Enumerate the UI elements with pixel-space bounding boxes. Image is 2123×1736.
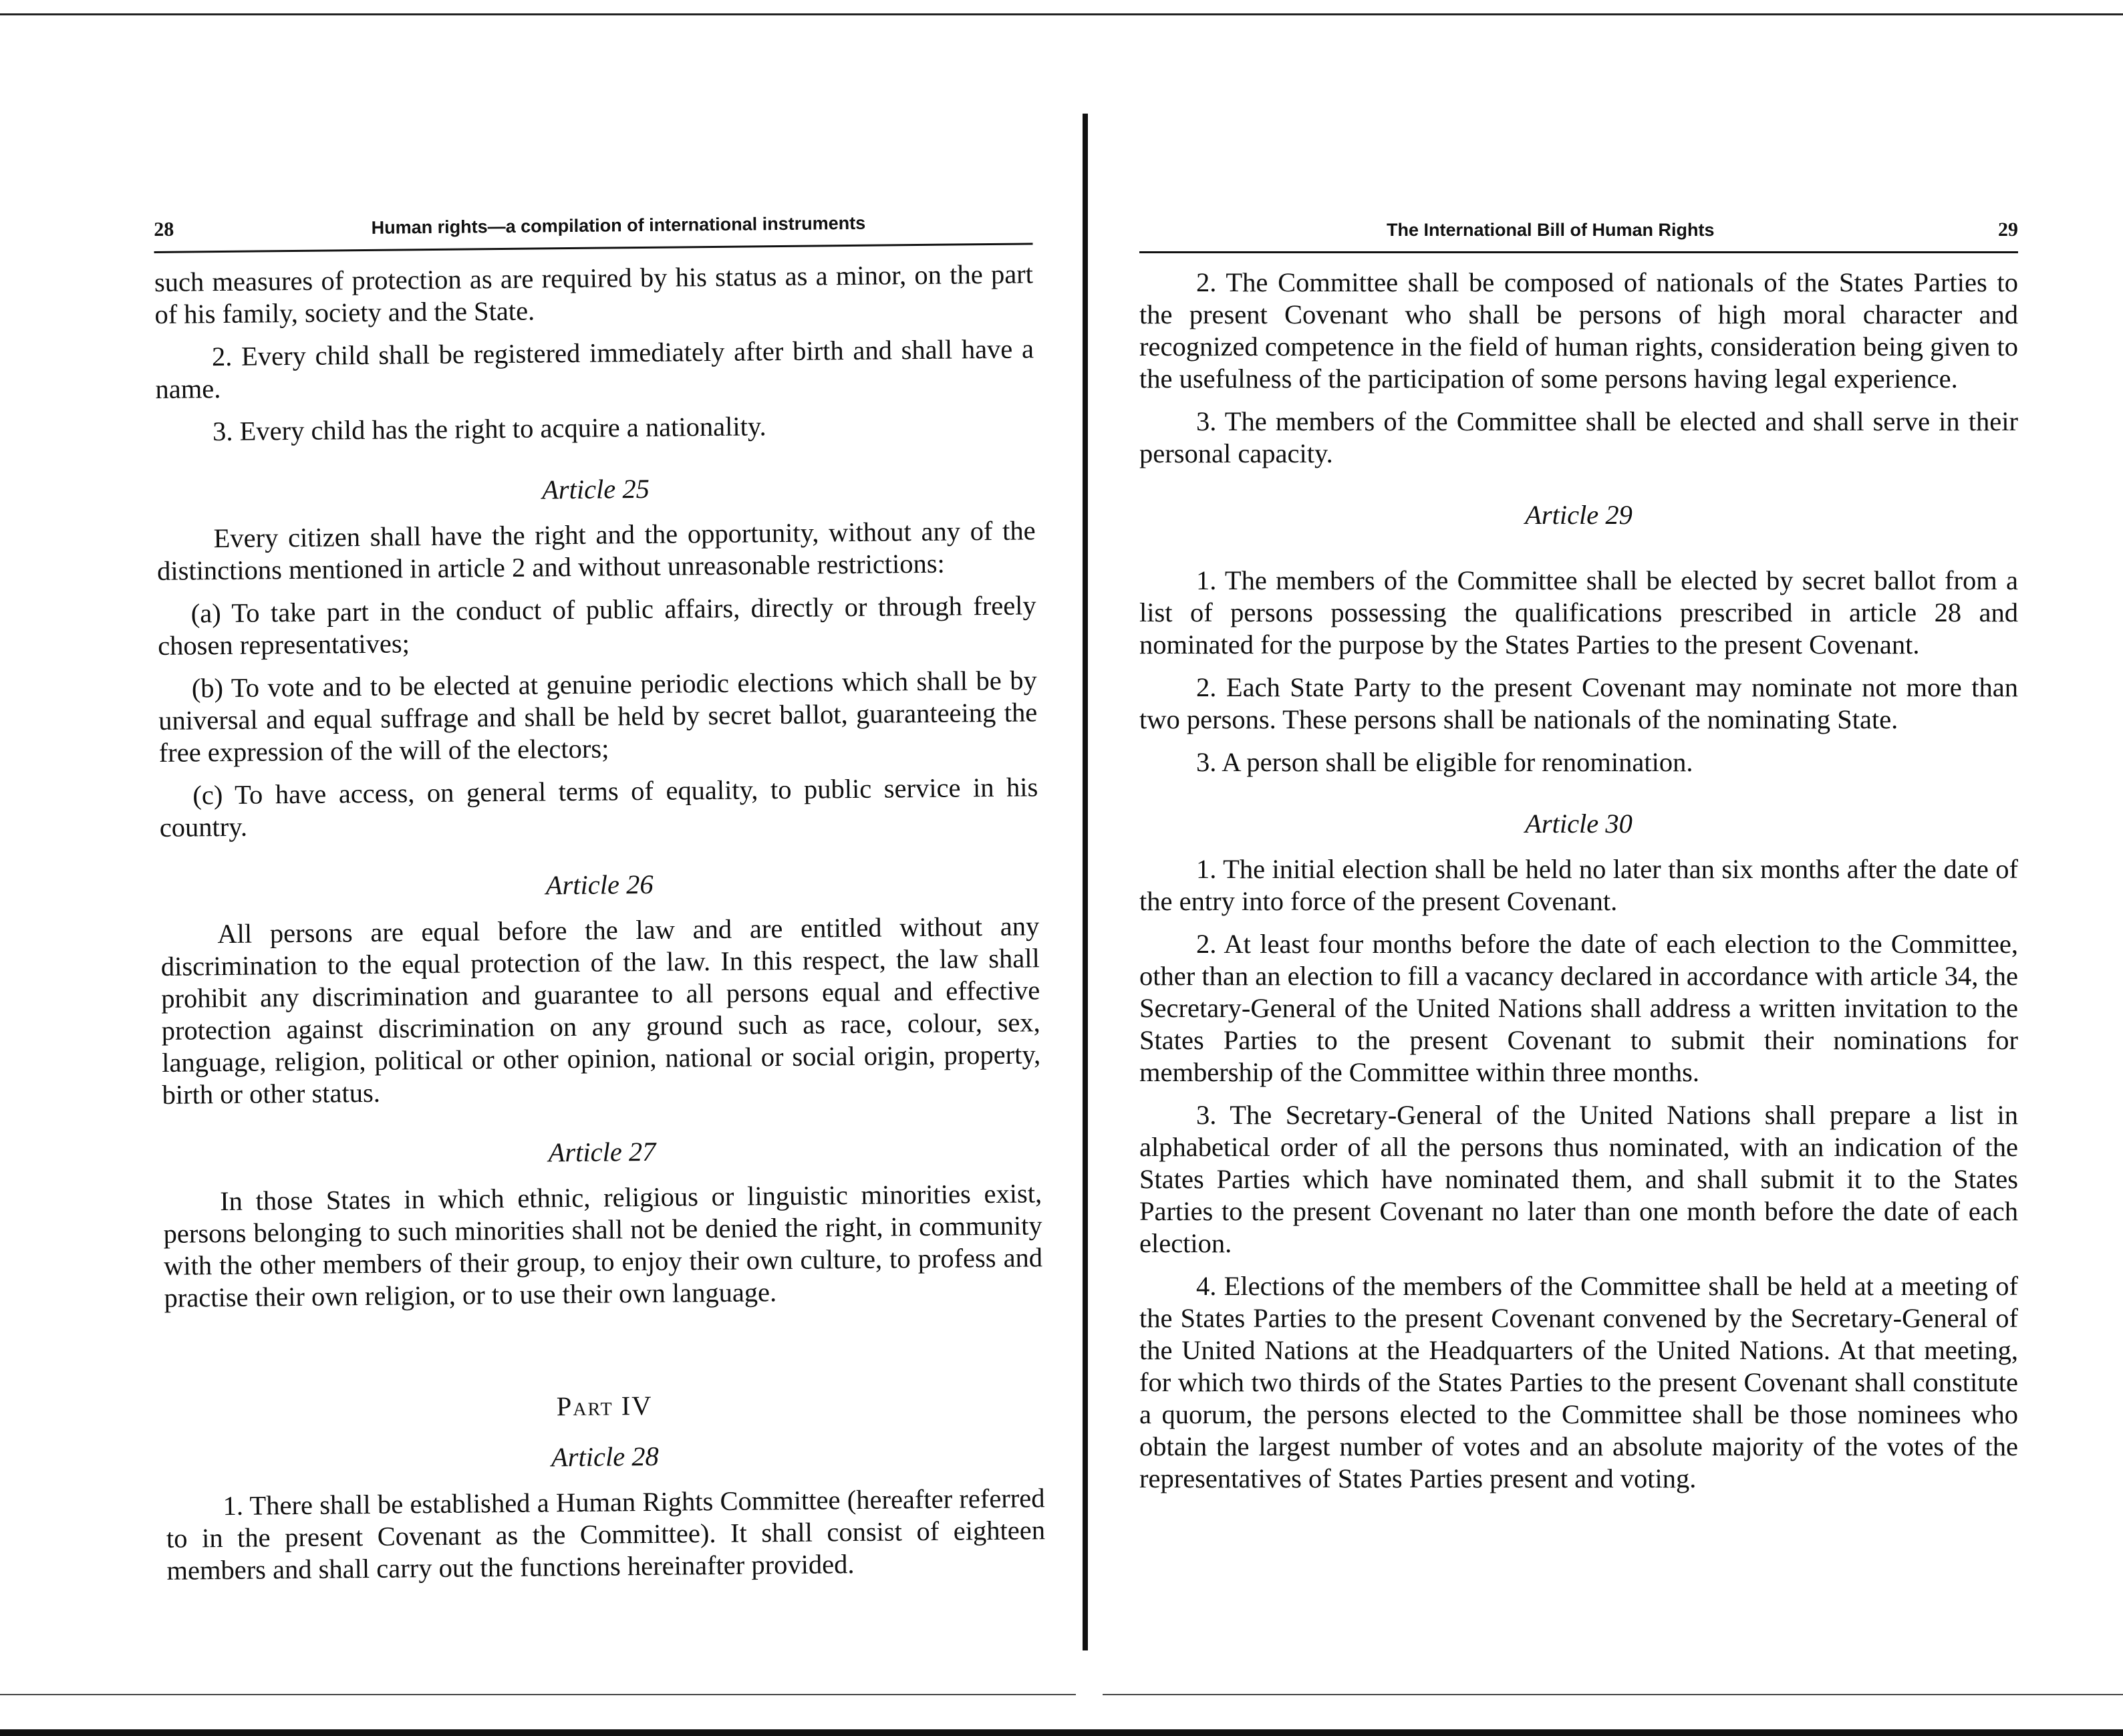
part-heading: Part IV bbox=[556, 1390, 653, 1422]
paragraph: 2. Every child shall be registered immediately after birth and shall have a name. bbox=[155, 333, 1034, 404]
right-running-head bbox=[1139, 214, 2018, 253]
paragraph: Every citizen shall have the right and the opportunity, without any of the distinctions mentioned in article 2 and without unreasonable restrictions: bbox=[156, 515, 1036, 586]
right-page bbox=[1139, 214, 2018, 1505]
page-number: 29 bbox=[1998, 219, 2018, 241]
article-heading: Article 29 bbox=[1525, 500, 1633, 530]
left-page bbox=[154, 205, 1046, 1598]
running-title: Human rights—a compilation of international instruments bbox=[371, 212, 866, 238]
article-heading: Article 25 bbox=[541, 473, 650, 505]
paragraph: 3. The Secretary-General of the United Nations shall prepare a list in alphabetical order of all the persons thus nominated, with an indication of the States Parties which have nominated them, and shall submit it to the States Parties to the present Covenant no later than one month before the date of each election. bbox=[1139, 1100, 2018, 1258]
page-number: 28 bbox=[154, 218, 174, 241]
paragraph: In those States in which ethnic, religious or linguistic minorities exist, persons belonging to such minorities shall not be denied the right, in community with the other members of their group, to enjoy their own culture, to profess and practise their own religion, or to use their own language. bbox=[163, 1178, 1043, 1313]
list-item: (a) To take part in the conduct of public affairs, directly or through freely chosen representatives; bbox=[157, 590, 1036, 661]
scan-top-edge bbox=[0, 0, 2123, 15]
paragraph: 2. Each State Party to the present Covenant may nominate not more than two persons. These persons shall be nationals of the nominating State. bbox=[1139, 672, 2018, 734]
paragraph: 1. The members of the Committee shall be elected by secret ballot from a list of persons possessing the qualifications prescribed in article 28 and nominated for the purpose by the States Parties to the present Covenant. bbox=[1139, 565, 2018, 660]
list-item: (c) To have access, on general terms of equality, to public service in his country. bbox=[159, 772, 1038, 843]
paragraph: such measures of protection as are required by his status as a minor, on the part of his family, society and the State. bbox=[154, 259, 1034, 329]
right-bottom-rule bbox=[1103, 1694, 2123, 1695]
left-running-head bbox=[154, 205, 1033, 253]
paragraph: 1. There shall be established a Human Rights Committee (hereafter referred to in the present Covenant as the Committee). It shall consist of eighteen members and shall carry out the functions hereinafter provided. bbox=[166, 1483, 1046, 1586]
book-gutter bbox=[1083, 114, 1088, 1650]
list-item: (b) To vote and to be elected at genuine periodic elections which shall be by universal and equal suffrage and shall be held by secret ballot, guaranteeing the free expression of the will of the electors; bbox=[158, 665, 1038, 768]
article-heading: Article 30 bbox=[1525, 809, 1633, 839]
running-title: The International Bill of Human Rights bbox=[1387, 220, 1715, 240]
paragraph: 4. Elections of the members of the Committee shall be held at a meeting of the States Parties to the present Covenant convened by the Secretary-General of the United Nations at the Headquarters of the United Nations. At that meeting, for which two thirds of the States Parties to the present Covenant shall constitute a quorum, the persons elected to the Committee shall be those nominees who obtain the largest number of votes and an absolute majority of the votes of the representatives of States Parties present and voting. bbox=[1139, 1271, 2018, 1493]
paragraph: 3. The members of the Committee shall be elected and shall serve in their personal capacity. bbox=[1139, 406, 2018, 468]
article-heading: Article 27 bbox=[548, 1136, 656, 1168]
paragraph: 2. The Committee shall be composed of nationals of the States Parties to the present Covenant who shall be persons of high moral character and recognized competence in the field of human rights, consideration being given to the usefulness of the participation of some persons having legal experience. bbox=[1139, 267, 2018, 394]
paragraph: 1. The initial election shall be held no later than six months after the date of the entry into force of the present Covenant. bbox=[1139, 854, 2018, 916]
left-bottom-rule bbox=[0, 1694, 1076, 1695]
paragraph: 3. A person shall be eligible for renomination. bbox=[1196, 747, 1693, 777]
article-heading: Article 26 bbox=[545, 869, 654, 901]
article-heading: Article 28 bbox=[551, 1441, 660, 1473]
paragraph: 3. Every child has the right to acquire a nationality. bbox=[212, 411, 766, 447]
paragraph: 2. At least four months before the date of each election to the Committee, other than an election to fill a vacancy declared in accordance with article 34, the Secretary-General of the United Nations shall address a written invitation to the States Parties to the present Covenant to submit their nominations for membership of the Committee within three months. bbox=[1139, 929, 2018, 1087]
paragraph: All persons are equal before the law and are entitled without any discrimination to the equal protection of the law. In this respect, the law shall prohibit any discrimination and guarantee to all persons equal and effective protection against discrimination on any ground such as race, colour, sex, language, religion, political or other opinion, national or social origin, property, birth or other status. bbox=[160, 911, 1041, 1110]
scan-bottom-edge bbox=[0, 1729, 2123, 1736]
